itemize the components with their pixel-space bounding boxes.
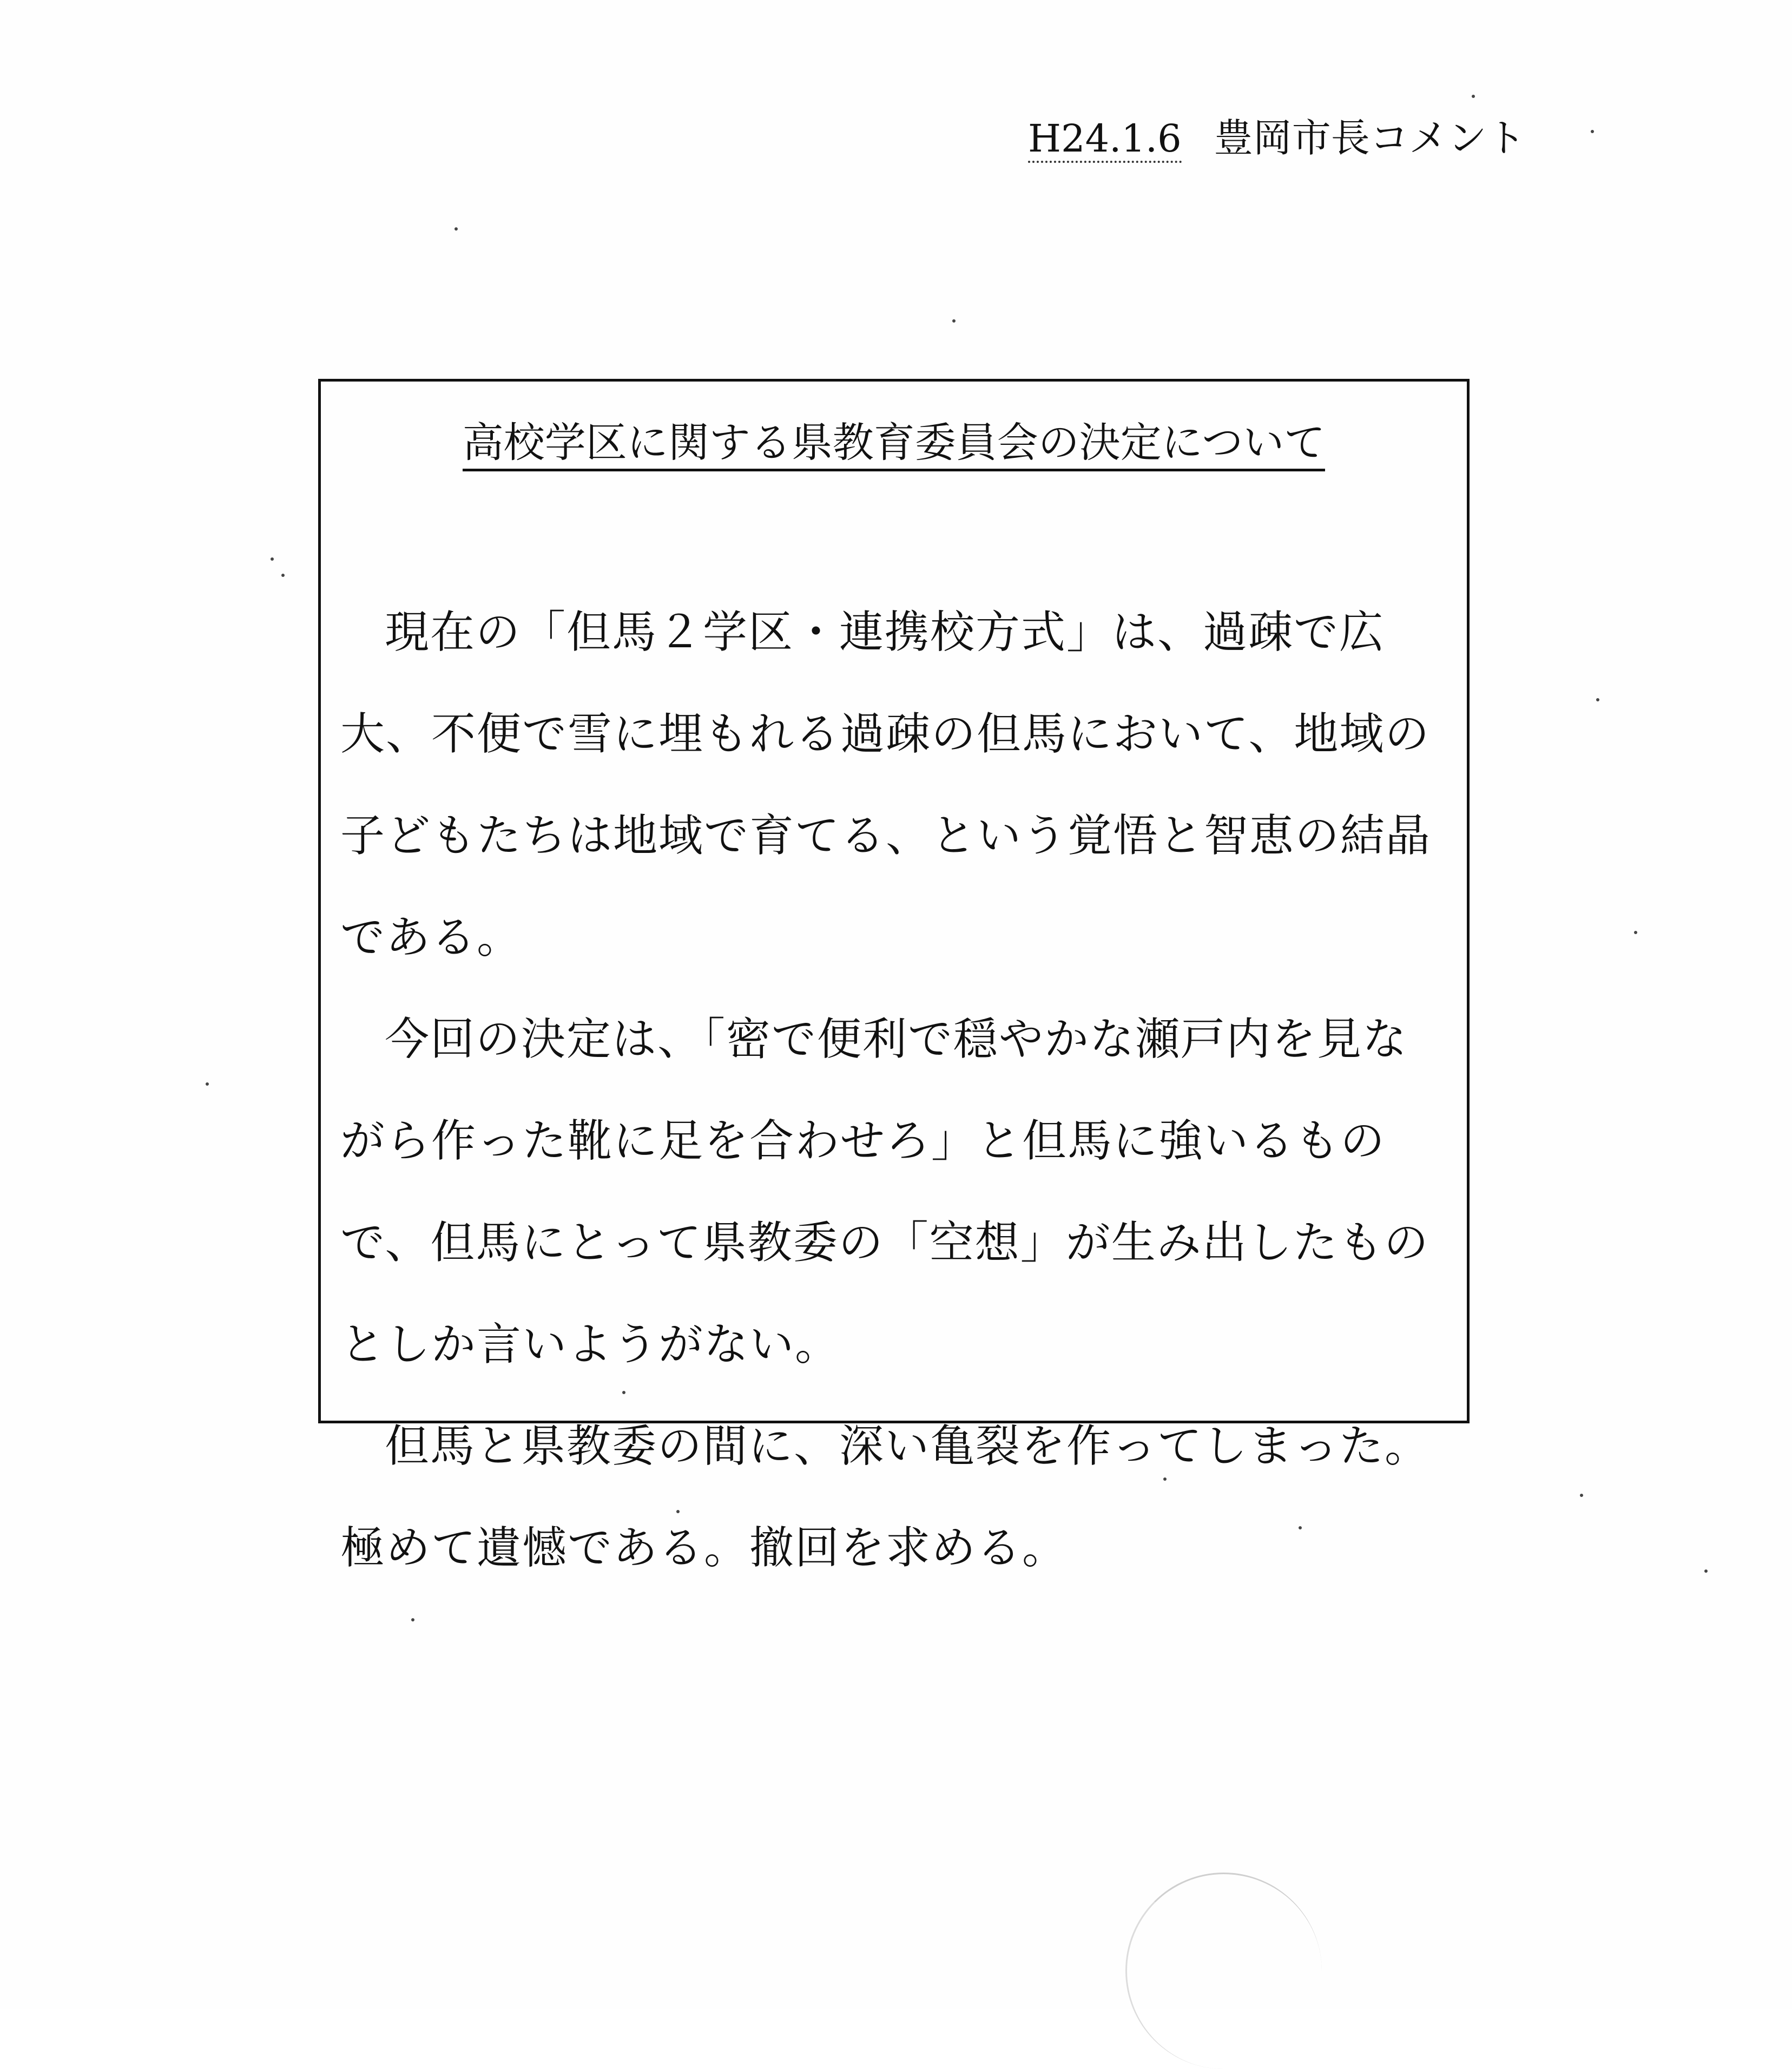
scan-speck [411,1618,414,1621]
scan-speck [952,319,956,323]
paragraph-1: 現在の「但馬２学区・連携校方式」は、過疎で広大、不便で雪に埋もれる過疎の但馬において、地域の子どもたちは地域で育てる、という覚悟と智恵の結晶である。 [340,607,1432,963]
scan-speck [271,557,274,561]
scan-artifact-arc [1125,1873,1322,2069]
paragraph-2: 今回の決定は、「密で便利で穏やかな瀬戸内を見ながら作った靴に足を合わせろ」と但馬に強いるもので、但馬にとって県教委の「空想」が生み出したものとしか言いようがない。 [340,1014,1429,1370]
scan-speck [206,1082,209,1086]
scan-speck [622,1391,625,1394]
header-title: 豊岡市長コメント [1214,115,1526,161]
scan-speck [1299,1526,1302,1529]
scan-speck [1472,95,1475,98]
scan-speck [454,227,458,231]
scan-speck [281,574,285,577]
statement-box [318,379,1470,1574]
scan-speck [1580,1494,1583,1497]
paragraph-3: 但馬と県教委の間に、深い亀裂を作ってしまった。極めて遺憾である。撤回を求める。 [340,1421,1431,1574]
scan-speck [1591,130,1594,133]
header-date: H24.1.6 [1028,116,1182,163]
document-header [1028,108,1569,168]
statement-title-row [321,413,1467,472]
statement-body [340,582,1450,1599]
statement-title: 高校学区に関する県教育委員会の決定について [463,418,1325,471]
scan-speck [1704,1569,1708,1573]
scan-speck [1163,1477,1167,1481]
scan-speck [1596,698,1599,701]
scan-speck [676,1510,680,1513]
scan-speck [1634,931,1637,934]
